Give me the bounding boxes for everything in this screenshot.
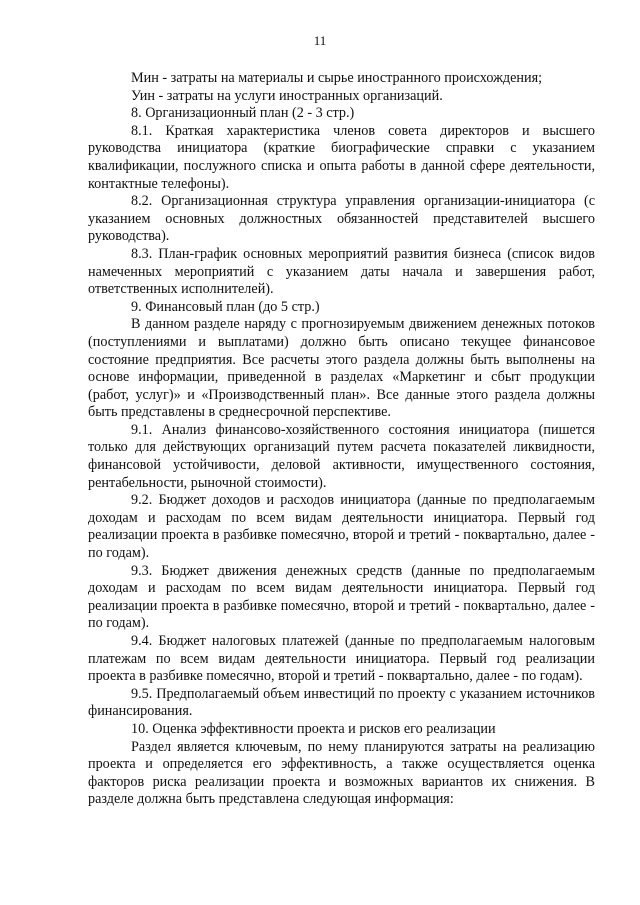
paragraph-8-3: 8.3. План-график основных мероприятий развития бизнеса (список видов намеченных мероприятий с указанием даты начала и завершения работ, ответственных исполнителей).: [88, 245, 595, 298]
document-body: [88, 70, 595, 809]
paragraph-financial-plan-intro: В данном разделе наряду с прогнозируемым движением денежных потоков (поступлениями и выплатами) должно быть описано текущее финансовое состояние предприятия. Все расчеты этого раздела должны быть выполнены на основе информации, приведенной в разделах «Маркетинг и сбыт продукции (работ, услуг)» и «Производственный план». Все данные этого раздела должны быть представлены в среднесрочной перспективе.: [88, 316, 595, 421]
paragraph-9-5: 9.5. Предполагаемый объем инвестиций по проекту с указанием источников финансирования.: [88, 685, 595, 720]
page-number: 11: [313, 33, 327, 48]
paragraph-imported-materials: Мин - затраты на материалы и сырье иностранного происхождения;: [131, 70, 543, 86]
paragraph-9-3: 9.3. Бюджет движения денежных средств (данные по предполагаемым доходам и расходам по всем видам деятельности инициатора. Первый год реализации проекта в разбивке помесячно, второй и третий - поквартально, далее - по годам).: [88, 562, 595, 632]
paragraph-9-2: 9.2. Бюджет доходов и расходов инициатора (данные по предполагаемым доходам и расходам по всем видам деятельности инициатора. Первый год реализации проекта в разбивке помесячно, второй и третий - поквартально, далее - по годам).: [88, 492, 595, 562]
paragraph-9-4: 9.4. Бюджет налоговых платежей (данные по предполагаемым налоговым платежам по всем видам деятельности инициатора. Первый год реализации проекта в разбивке помесячно, второй и третий - поквартально, далее - по годам).: [88, 633, 595, 685]
paragraph-foreign-services: Уин - затраты на услуги иностранных организаций.: [131, 87, 443, 104]
paragraph-8-2: 8.2. Организационная структура управления организации-инициатора (с указанием основных должностных обязанностей представителей высшего руководства).: [88, 193, 595, 245]
section-heading-efficiency-and-risks: 10. Оценка эффективности проекта и рисков его реализации: [131, 720, 496, 737]
section-heading-organizational-plan: 8. Организационный план (2 - 3 стр.): [131, 105, 355, 122]
section-heading-financial-plan: 9. Финансовый план (до 5 стр.): [131, 298, 320, 315]
paragraph-8-1: 8.1. Краткая характеристика членов совета директоров и высшего руководства инициатора (краткие биографические справки с указанием квалификации, послужного списка и опыта работы в данной сфере деятельности, контактные телефоны).: [88, 122, 595, 192]
paragraph-9-1: 9.1. Анализ финансово-хозяйственного состояния инициатора (пишется только для действующих организаций путем расчета показателей ликвидности, финансовой устойчивости, деловой активности, имущественного состояния, рентабельности, рыночной стоимости).: [88, 421, 595, 491]
paragraph-efficiency-intro: Раздел является ключевым, по нему планируются затраты на реализацию проекта и определяется его эффективность, а также осуществляется оценка факторов риска реализации проекта и возможных вариантов их снижения. В разделе должна быть представлена следующая информация:: [88, 738, 595, 808]
